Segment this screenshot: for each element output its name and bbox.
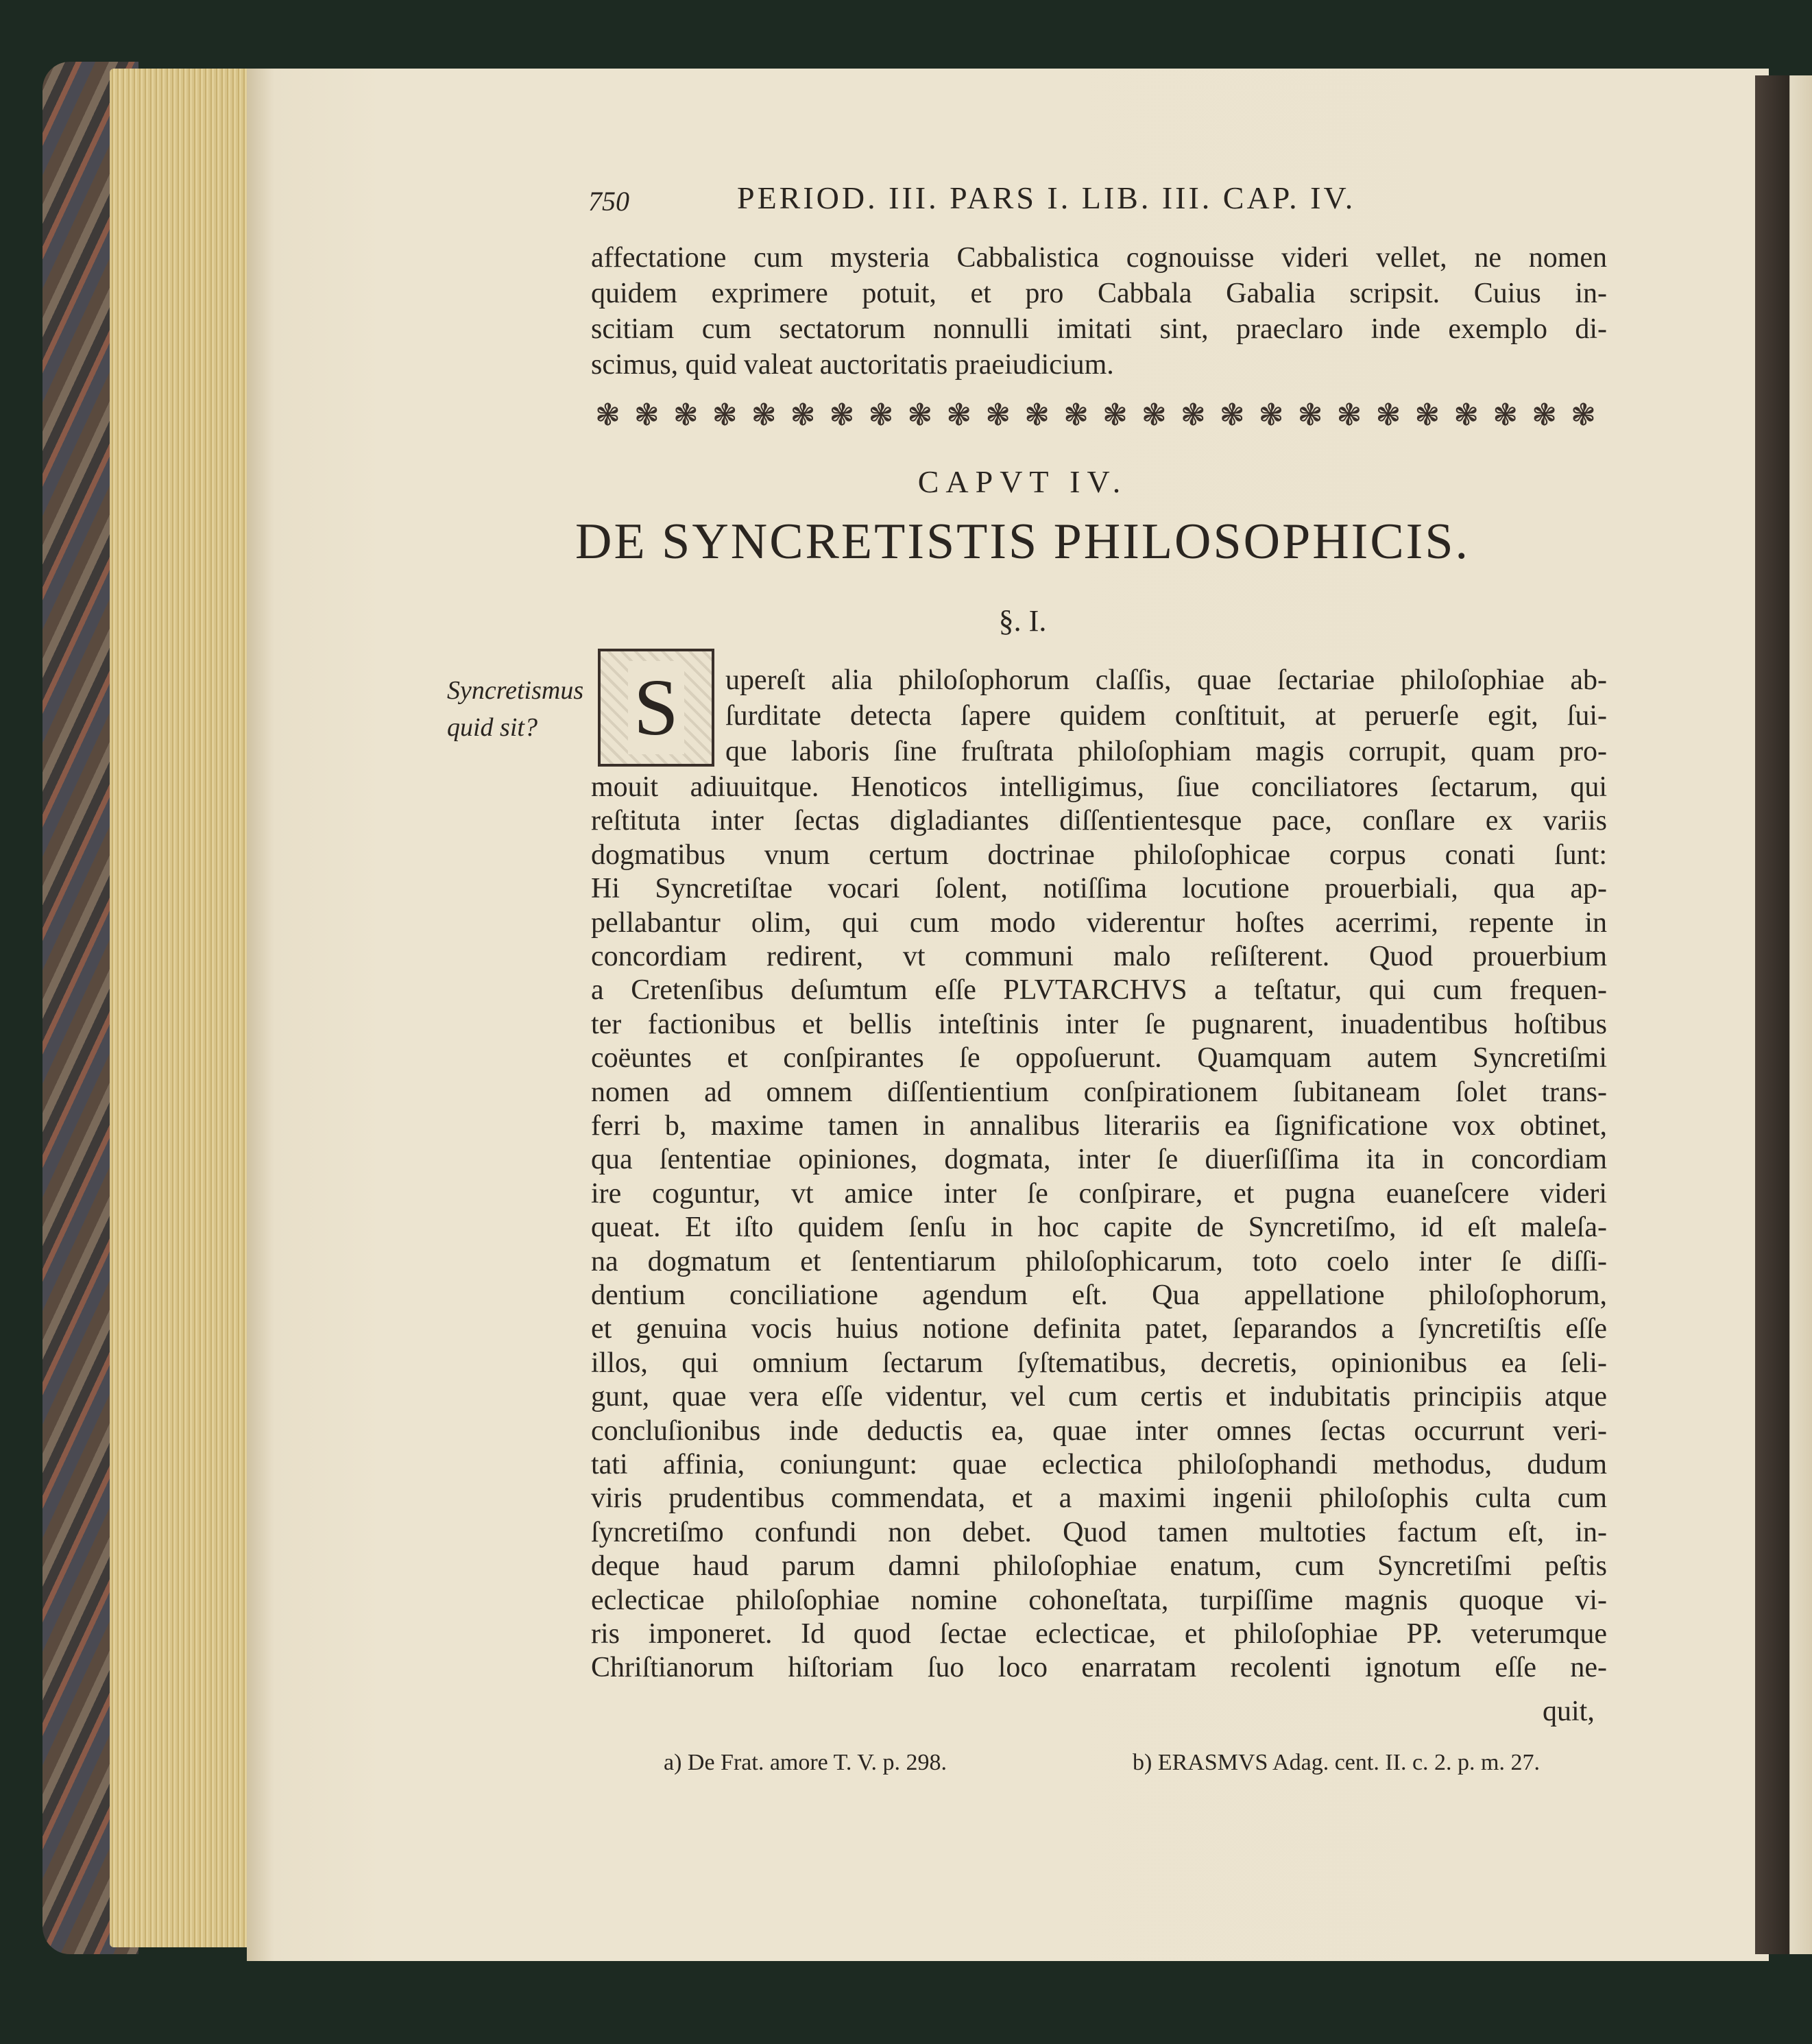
- facing-page-edge: [1755, 75, 1812, 1954]
- text-line: affectatione cum mysteria Cabbalistica cognouisse videri vellet, ne nomen: [591, 242, 1607, 274]
- text-line: coëuntes et conſpirantes ſe oppoſuerunt. Quamquam autem Syncretiſmi: [591, 1042, 1607, 1074]
- footnote-b: b) ERASMVS Adag. cent. II. c. 2. p. m. 27.: [1133, 1750, 1541, 1775]
- ornament-glyph: ❃: [1414, 398, 1440, 432]
- ornament-glyph: ❃: [1180, 398, 1206, 432]
- text-line: qua ſententiae opiniones, dogmata, inter ſe diuerſiſſima ita in concordiam: [591, 1144, 1607, 1176]
- ornament-glyph: ❃: [1219, 398, 1245, 432]
- ornament-glyph: ❃: [751, 398, 777, 432]
- ornament-glyph: ❃: [1024, 398, 1050, 432]
- text-line: illos, qui omnium ſectarum ſyſtematibus, decretis, opinionibus ea ſeli-: [591, 1347, 1607, 1379]
- text-line: dentium conciliatione agendum eſt. Qua appellatione philoſophorum,: [591, 1279, 1607, 1311]
- text-line: scimus, quid valeat auctoritatis praeiudicium.: [591, 349, 1114, 381]
- catchword: quit,: [1543, 1696, 1595, 1727]
- ornament-glyph: ❃: [1258, 398, 1284, 432]
- ornament-glyph: ❃: [985, 398, 1011, 432]
- ornament-glyph: ❃: [673, 398, 699, 432]
- ornament-glyph: ❃: [1571, 398, 1596, 432]
- ornament-glyph: ❃: [1141, 398, 1167, 432]
- ornament-glyph: ❃: [1297, 398, 1323, 432]
- text-line: ſurditate detecta ſapere quidem conſtituit, at peruerſe egit, ſui-: [725, 700, 1607, 732]
- text-line: reſtituta inter ſectas digladiantes diſſentientesque pace, conſlare ex variis: [591, 805, 1607, 837]
- text-line: viris prudentibus commendata, et a maximi ingenii philoſophis culta cum: [591, 1482, 1607, 1515]
- text-line: quidem exprimere potuit, et pro Cabbala Gabalia scripsit. Cuius in-: [591, 278, 1607, 309]
- ornament-glyph: ❃: [1453, 398, 1479, 432]
- text-line: dogmatibus vnum certum doctrinae philoſophicae corpus conati ſunt:: [591, 839, 1607, 871]
- ornament-glyph: ❃: [633, 398, 660, 432]
- text-line: ferri b, maxime tamen in annalibus literariis ea ſignificatione vox obtinet,: [591, 1110, 1607, 1142]
- ornament-glyph: ❃: [1336, 398, 1362, 432]
- page-number: 750: [588, 186, 629, 217]
- text-line: pellabantur olim, qui cum modo viderentur hoſtes acerrimi, repente in: [591, 906, 1607, 939]
- drop-cap-initial: [598, 649, 714, 767]
- ornament-glyph: ❃: [1063, 398, 1089, 432]
- text-line: Hi Syncretiſtae vocari ſolent, notiſſima locutione prouerbiali, qua ap-: [591, 873, 1607, 905]
- text-line: nomen ad omnem diſſentientium conſpirationem ſubitaneam ſolet trans-: [591, 1076, 1607, 1108]
- text-line: upereſt alia philoſophorum claſſis, quae ſectariae philoſophiae ab-: [725, 664, 1607, 696]
- page-edges: [110, 69, 254, 1947]
- marginal-note: Syncretismus quid sit?: [447, 676, 584, 742]
- ornament-glyph: ❃: [946, 398, 972, 432]
- section-mark: §. I.: [998, 604, 1047, 638]
- text-line: ris imponeret. Id quod ſectae eclecticae, et philoſophiae PP. veterumque: [591, 1618, 1607, 1650]
- ornament-glyph: ❃: [595, 398, 620, 432]
- text-line: a Cretenſibus deſumtum eſſe PLVTARCHVS a teſtatur, qui cum frequen-: [591, 974, 1607, 1007]
- text-line: gunt, quae vera eſſe videntur, vel cum certis et indubitatis principiis atque: [591, 1381, 1607, 1413]
- ornament-glyph: ❃: [868, 398, 894, 432]
- text-line: concordiam redirent, vt communi malo reſiſterent. Quod prouerbium: [591, 941, 1607, 972]
- ornament-glyph: ❃: [790, 398, 816, 432]
- drop-cap-letter: S: [628, 661, 684, 754]
- running-head: PERIOD. III. PARS I. LIB. III. CAP. IV.: [737, 180, 1356, 215]
- chapter-number: CAPVT IV.: [917, 464, 1128, 499]
- ornament-divider: [595, 398, 1596, 433]
- text-line: et genuina vocis huius notione definita patet, ſeparandos a ſyncretiſtis eſſe: [591, 1313, 1607, 1345]
- text-line: eclecticae philoſophiae nomine cohoneſtata, turpiſſime magnis quoque vi-: [591, 1584, 1607, 1616]
- text-line: tati affinia, coniungunt: quae eclectica philoſophandi methodus, dudum: [591, 1449, 1607, 1480]
- ornament-glyph: ❃: [1493, 398, 1519, 432]
- text-line: ter factionibus et bellis inteſtinis inter ſe pugnarent, inuadentibus hoſtibus: [591, 1008, 1607, 1040]
- ornament-glyph: ❃: [907, 398, 933, 432]
- text-line: Chriſtianorum hiſtoriam ſuo loco enarratam recolenti ignotum eſſe ne-: [591, 1652, 1607, 1684]
- ornament-glyph: ❃: [1532, 398, 1557, 432]
- ornament-glyph: ❃: [1375, 398, 1401, 432]
- footnote-a: a) De Frat. amore T. V. p. 298.: [664, 1750, 947, 1775]
- text-line: na dogmatum et ſententiarum philoſophicarum, toto coelo inter ſe diſſi-: [591, 1245, 1607, 1277]
- text-line: que laboris ſine fruſtrata philoſophiam magis corrupit, quam pro-: [725, 736, 1607, 767]
- chapter-title: DE SYNCRETISTIS PHILOSOPHICIS.: [575, 514, 1470, 570]
- ornament-glyph: ❃: [1102, 398, 1128, 432]
- text-line: ſyncretiſmo confundi non debet. Quod tamen multoties factum eſt, in-: [591, 1516, 1607, 1548]
- ornament-glyph: ❃: [712, 398, 738, 432]
- text-line: ire coguntur, vt amice inter ſe conſpirare, et pugna euaneſcere videri: [591, 1177, 1607, 1210]
- text-line: scitiam cum sectatorum nonnulli imitati sint, praeclaro inde exemplo di-: [591, 313, 1607, 345]
- text-line: mouit adiuuitque. Henoticos intelligimus, ſiue conciliatores ſectarum, qui: [591, 771, 1607, 803]
- ornament-glyph: ❃: [829, 398, 855, 432]
- text-line: queat. Et iſto quidem ſenſu in hoc capite de Syncretiſmo, id eſt maleſa-: [591, 1212, 1607, 1244]
- text-line: deque haud parum damni philoſophiae enatum, cum Syncretiſmi peſtis: [591, 1550, 1607, 1583]
- text-line: concluſionibus inde deductis ea, quae inter omnes ſectas occurrunt veri-: [591, 1415, 1607, 1447]
